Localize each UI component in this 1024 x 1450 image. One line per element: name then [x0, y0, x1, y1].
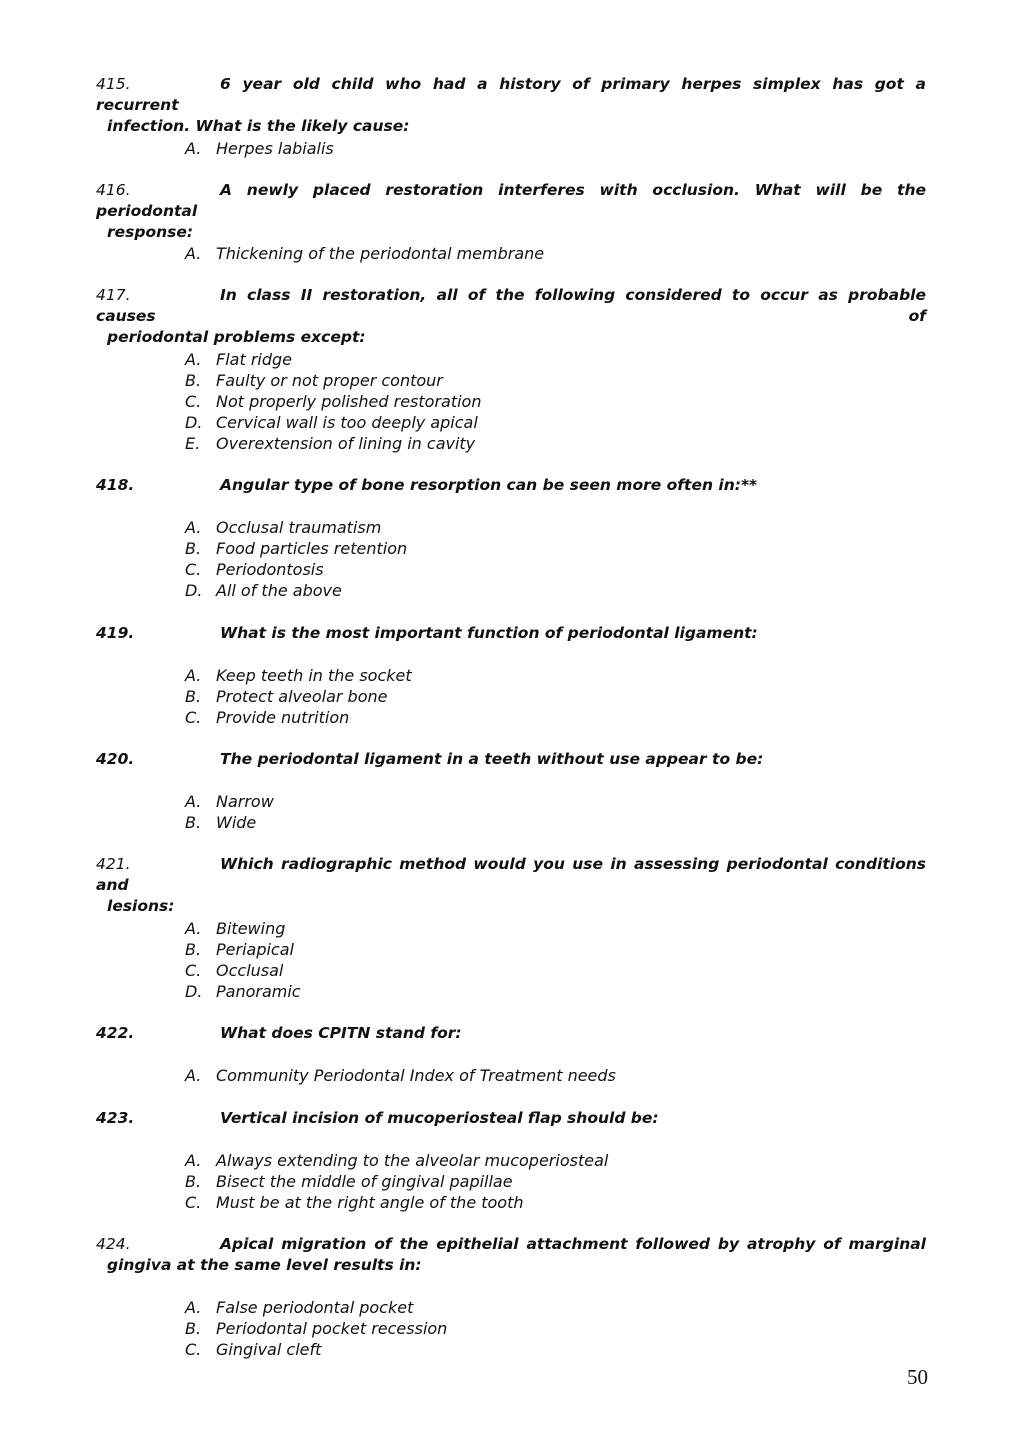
question-422 [96, 1023, 926, 1044]
question-number: 423. [96, 1109, 135, 1127]
question-number: 415. [96, 75, 131, 93]
option: B. Periodontal pocket recession [185, 1319, 448, 1338]
question-text: Vertical incision of mucoperiosteal flap should be: [220, 1109, 659, 1127]
question-text: Apical migration of the epithelial attachment followed by atrophy of marginal [220, 1235, 926, 1253]
option: C. Provide nutrition [185, 708, 350, 727]
page-number: 50 [907, 1365, 928, 1389]
option: C. Not properly polished restoration [185, 392, 482, 411]
option: C. Gingival cleft [185, 1340, 322, 1359]
question-number: 417. [96, 286, 131, 304]
option: D. All of the above [185, 581, 342, 600]
options-424 [185, 1297, 447, 1360]
question-420 [96, 749, 926, 770]
question-text: What does CPITN stand for: [220, 1024, 462, 1042]
question-text-continued: gingiva at the same level results in: [107, 1256, 422, 1274]
option: C. Periodontosis [185, 560, 324, 579]
options-422 [185, 1065, 616, 1086]
question-number: 419. [96, 624, 135, 642]
option: A. False periodontal pocket [185, 1298, 414, 1317]
question-number: 416. [96, 181, 131, 199]
question-424 [96, 1234, 926, 1276]
question-text: The periodontal ligament in a teeth without use appear to be: [220, 750, 764, 768]
question-number: 424. [96, 1235, 131, 1253]
option: B. Wide [185, 813, 257, 832]
options-415 [185, 138, 334, 159]
option: B. Protect alveolar bone [185, 687, 388, 706]
option: A. Narrow [185, 792, 274, 811]
question-number: 421. [96, 855, 131, 873]
option: A. Flat ridge [185, 350, 292, 369]
option: A. Occlusal traumatism [185, 518, 382, 537]
question-text: 6 year old child who had a history of primary herpes simplex has got a recurrent [96, 75, 926, 114]
option: B. Faulty or not proper contour [185, 371, 443, 390]
option: B. Periapical [185, 940, 294, 959]
question-417 [96, 285, 926, 348]
option: C. Must be at the right angle of the tooth [185, 1193, 524, 1212]
options-420 [185, 791, 274, 833]
question-text-continued: response: [107, 223, 194, 241]
options-419 [185, 665, 412, 728]
question-number: 420. [96, 750, 135, 768]
question-text-continued: infection. What is the likely cause: [107, 117, 410, 135]
question-number: 422. [96, 1024, 135, 1042]
option: B. Food particles retention [185, 539, 408, 558]
question-421 [96, 854, 926, 917]
option: A. Bitewing [185, 919, 286, 938]
question-418 [96, 475, 926, 496]
option: A. Herpes labialis [185, 139, 334, 158]
question-415 [96, 74, 926, 137]
question-text-continued: periodontal problems except: [107, 328, 366, 346]
question-text-continued: lesions: [107, 897, 175, 915]
option: A. Keep teeth in the socket [185, 666, 412, 685]
question-text: In class II restoration, all of the following considered to occur as probable causes of [96, 286, 926, 325]
option: C. Occlusal [185, 961, 284, 980]
options-423 [185, 1150, 608, 1213]
question-text: What is the most important function of periodontal ligament: [220, 624, 758, 642]
question-416 [96, 180, 926, 243]
options-417 [185, 349, 481, 454]
options-416 [185, 243, 544, 264]
option: A. Community Periodontal Index of Treatment needs [185, 1066, 616, 1085]
option: E. Overextension of lining in cavity [185, 434, 476, 453]
option: A. Thickening of the periodontal membrane [185, 244, 545, 263]
options-418 [185, 517, 407, 601]
option: D. Cervical wall is too deeply apical [185, 413, 478, 432]
option: D. Panoramic [185, 982, 301, 1001]
question-423 [96, 1108, 926, 1129]
question-419 [96, 623, 926, 644]
question-text: Angular type of bone resorption can be seen more often in:** [220, 476, 758, 494]
options-421 [185, 918, 301, 1002]
question-text: Which radiographic method would you use in assessing periodontal conditions and [96, 855, 926, 894]
option: A. Always extending to the alveolar mucoperiosteal [185, 1151, 609, 1170]
option: B. Bisect the middle of gingival papillae [185, 1172, 513, 1191]
question-number: 418. [96, 476, 135, 494]
question-text: A newly placed restoration interferes with occlusion. What will be the periodontal [96, 181, 926, 220]
